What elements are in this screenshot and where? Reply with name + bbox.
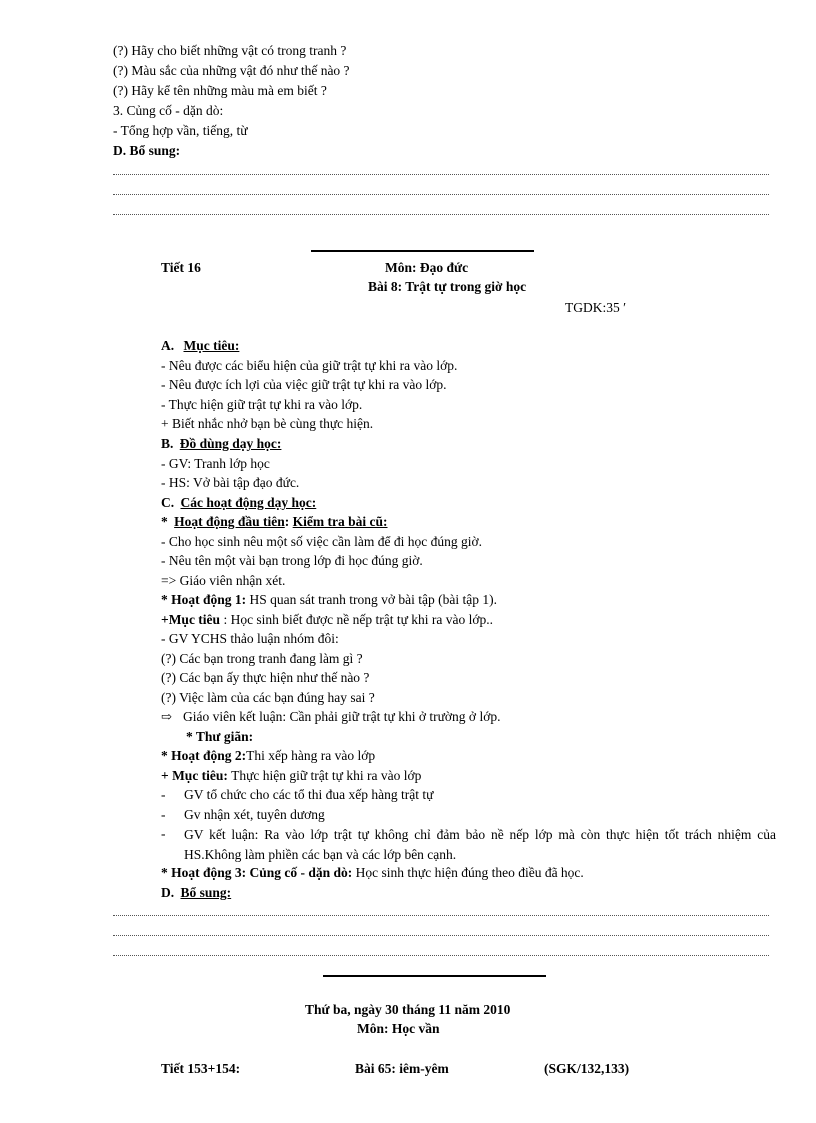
section-divider bbox=[323, 975, 546, 977]
section-divider bbox=[311, 250, 534, 252]
activity-2-item-text: Gv nhận xét, tuyên dương bbox=[184, 807, 325, 822]
activity-2-line bbox=[161, 747, 375, 765]
activity-2-objective bbox=[161, 767, 421, 785]
lesson-title: Bài 8: Trật tự trong giờ học bbox=[368, 279, 527, 294]
question-colors: (?) Màu sắc của những vật đó như thế nào ? bbox=[113, 63, 350, 78]
next-period: Tiết 153+154: bbox=[161, 1061, 241, 1076]
dotted-line bbox=[113, 174, 769, 175]
lesson-subject: Môn: Đạo đức bbox=[385, 260, 469, 275]
objectives-heading bbox=[161, 337, 239, 355]
materials-title: Đồ dùng dạy học: bbox=[179, 436, 282, 451]
activity-3-line bbox=[161, 864, 584, 882]
question-color-names: (?) Hãy kể tên những màu mà em biết ? bbox=[113, 83, 327, 98]
next-textbook-ref: (SGK/132,133) bbox=[544, 1061, 630, 1076]
consolidation-heading: 3. Củng cố - dặn dò: bbox=[113, 103, 224, 118]
objectives-prefix: A. bbox=[161, 338, 175, 353]
activity-1-item: (?) Việc làm của các bạn đúng hay sai ? bbox=[161, 690, 375, 705]
activity-1-objective-label: +Mục tiêu bbox=[161, 612, 221, 627]
dotted-line bbox=[113, 214, 769, 215]
material-item: - HS: Vở bài tập đạo đức. bbox=[161, 475, 300, 490]
relax-break: * Thư giãn: bbox=[186, 729, 254, 744]
arrow-right-icon: ⇨ bbox=[161, 709, 172, 724]
next-lesson-title: Bài 65: iêm-yêm bbox=[355, 1061, 449, 1076]
supplement-prefix: D. bbox=[161, 885, 175, 900]
dotted-line bbox=[113, 194, 769, 195]
lesson-period: Tiết 16 bbox=[161, 260, 201, 275]
lesson-duration: TGDK:35 ′ bbox=[565, 300, 627, 315]
next-subject: Môn: Học vần bbox=[357, 1021, 440, 1036]
objectives-title: Mục tiêu: bbox=[183, 338, 240, 353]
first-activity-heading bbox=[161, 513, 388, 531]
activities-heading bbox=[161, 494, 316, 512]
activity-1-objective bbox=[161, 611, 493, 629]
activities-prefix: C. bbox=[161, 495, 175, 510]
activity-1-item: (?) Các bạn trong tranh đang làm gì ? bbox=[161, 651, 363, 666]
supplement-title: Bổ sung: bbox=[180, 885, 232, 900]
activity-2-label: * Hoạt động 2: bbox=[161, 748, 247, 763]
bullet-dash: - bbox=[161, 787, 166, 802]
dotted-line bbox=[113, 915, 769, 916]
activity-1-objective-text: : Học sinh biết được nề nếp trật tự khi ra vào lớp.. bbox=[220, 612, 494, 627]
activity-3-text: Học sinh thực hiện đúng theo điều đã học. bbox=[352, 865, 584, 880]
objective-item: - Nêu được ích lợi của việc giữ trật tự khi ra vào lớp. bbox=[161, 377, 447, 392]
first-activity-colon: : bbox=[284, 514, 290, 529]
activity-1-line bbox=[161, 591, 497, 609]
activity-2-text: Thi xếp hàng ra vào lớp bbox=[246, 748, 376, 763]
objective-item: + Biết nhắc nhở bạn bè cùng thực hiện. bbox=[161, 416, 374, 431]
first-activity-item: => Giáo viên nhận xét. bbox=[161, 573, 286, 588]
activity-2-item-text: GV tổ chức cho các tổ thi đua xếp hàng trật tự bbox=[184, 787, 434, 802]
dotted-line bbox=[113, 935, 769, 936]
objective-item: - Thực hiện giữ trật tự khi ra vào lớp. bbox=[161, 397, 363, 412]
first-activity-title: Kiểm tra bài cũ: bbox=[292, 514, 388, 529]
activity-2-item bbox=[161, 806, 325, 824]
bullet-dash: - bbox=[161, 807, 166, 822]
supplement-heading-2 bbox=[161, 884, 231, 902]
activity-2-objective-text: Thực hiện giữ trật tự khi ra vào lớp bbox=[227, 768, 422, 783]
activities-title: Các hoạt động dạy học: bbox=[180, 495, 317, 510]
bullet-dash: - bbox=[161, 826, 166, 841]
activity-1-label: * Hoạt động 1: bbox=[161, 592, 247, 607]
first-activity-label: Hoạt động đầu tiên bbox=[174, 514, 285, 529]
materials-heading bbox=[161, 435, 281, 453]
activity-3-label: * Hoạt động 3: Củng cố - dặn dò: bbox=[161, 865, 353, 880]
question-things-in-picture: (?) Hãy cho biết những vật có trong tranh ? bbox=[113, 43, 347, 58]
activity-2-objective-label: + Mục tiêu: bbox=[161, 768, 228, 783]
activity-2-conclusion: GV kết luận: Ra vào lớp trật tự không chỉ đảm bảo nề nếp lớp mà còn thực hiện tốt trách nhiệm của HS.Không làm phiền các bạn và các lớp bên cạnh. bbox=[184, 827, 776, 862]
materials-prefix: B. bbox=[161, 436, 174, 451]
objective-item: - Nêu được các biểu hiện của giữ trật tự khi ra vào lớp. bbox=[161, 358, 458, 373]
activity-1-conclusion bbox=[161, 708, 500, 726]
activity-2-item bbox=[161, 786, 433, 804]
activity-1-item: - GV YCHS thảo luận nhóm đôi: bbox=[161, 631, 339, 646]
first-activity-item: - Nêu tên một vài bạn trong lớp đi học đúng giờ. bbox=[161, 553, 423, 568]
activity-1-item: (?) Các bạn ấy thực hiện như thế nào ? bbox=[161, 670, 370, 685]
supplement-heading: D. Bổ sung: bbox=[113, 143, 181, 158]
activity-1-conclusion-text: Giáo viên kết luận: Cần phải giữ trật tự khi ở trường ở lớp. bbox=[183, 709, 501, 724]
activity-1-text: HS quan sát tranh trong vở bài tập (bài tập 1). bbox=[246, 592, 497, 607]
summary-item: - Tổng hợp vần, tiếng, từ bbox=[113, 123, 248, 138]
dotted-line bbox=[113, 955, 769, 956]
material-item: - GV: Tranh lớp học bbox=[161, 456, 270, 471]
first-activity-item: - Cho học sinh nêu một số việc cần làm để đi học đúng giờ. bbox=[161, 534, 482, 549]
next-date: Thứ ba, ngày 30 tháng 11 năm 2010 bbox=[305, 1002, 511, 1017]
first-activity-star: * bbox=[161, 514, 168, 529]
